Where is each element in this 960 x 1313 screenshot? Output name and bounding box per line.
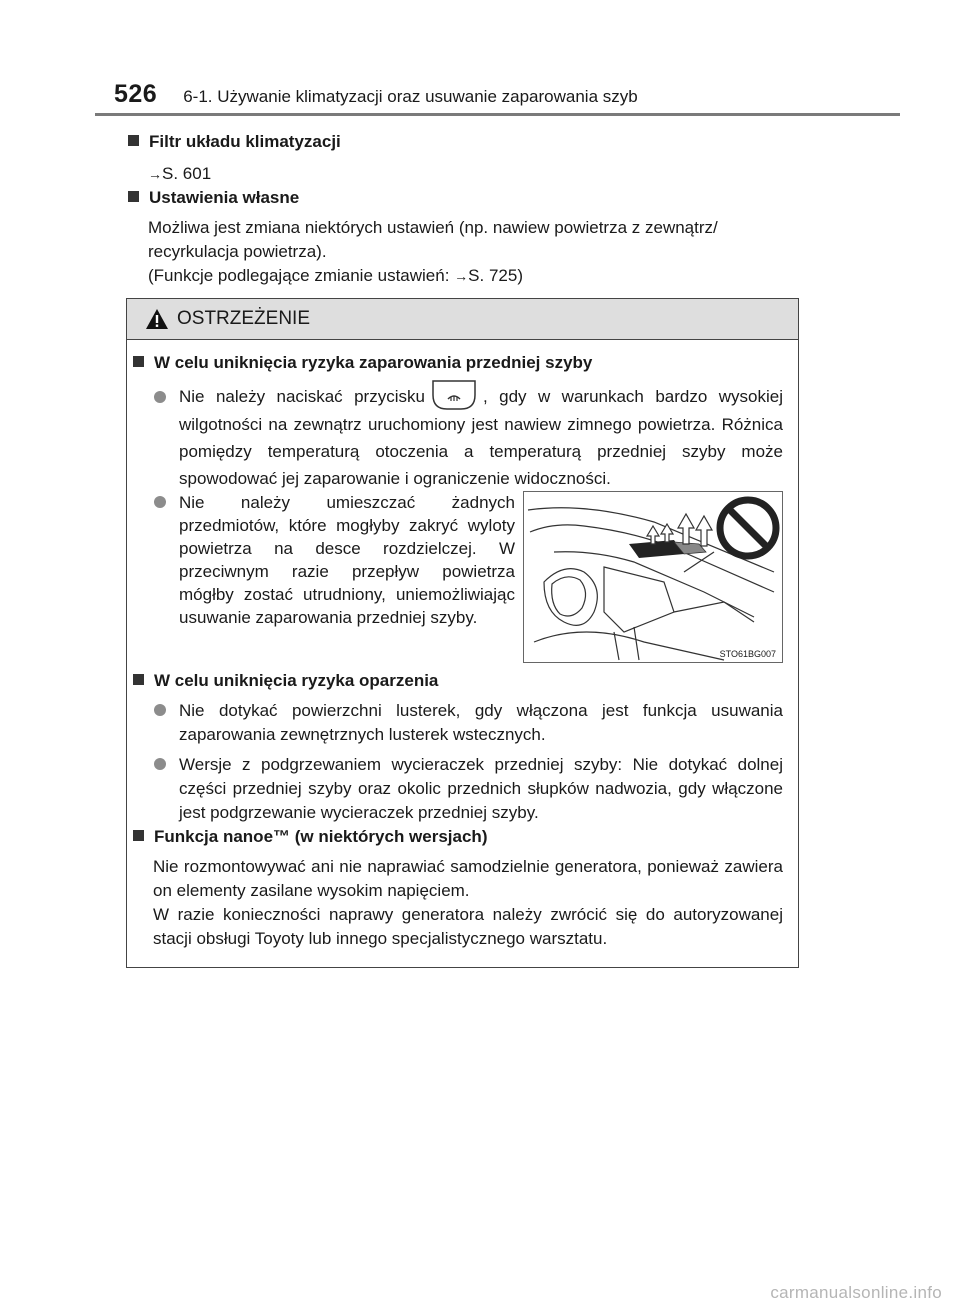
- custom-settings-section: [128, 186, 818, 288]
- page-number: 526: [114, 80, 158, 108]
- fog-bullet-1-text-a: Nie należy naciskać przycisku: [179, 387, 425, 406]
- ac-button-icon: [431, 379, 477, 411]
- round-bullet-icon: [154, 704, 166, 716]
- burn-section-title: W celu uniknięcia ryzyka oparzenia: [154, 671, 439, 690]
- fog-section: [133, 351, 783, 492]
- burn-bullet-1-text: Nie dotykać powierzchni lusterek, gdy włączona jest funkcja usuwania zaparowania zewnętrznych lusterek wstecznych.: [179, 701, 783, 744]
- custom-line-1: Możliwa jest zmiana niektórych ustawień (np. nawiew powietrza z zewnątrz/: [148, 218, 718, 237]
- nanoe-paragraph-1: Nie rozmontowywać ani nie naprawiać samodzielnie generatora, ponieważ zawiera on elementy zasilane wysokim napięciem.: [153, 857, 783, 900]
- round-bullet-icon: [154, 391, 166, 403]
- warning-box: [126, 298, 799, 968]
- watermark: carmanualsonline.info: [770, 1283, 942, 1302]
- fog-section-title: W celu uniknięcia ryzyka zaparowania przedniej szyby: [154, 353, 593, 372]
- prohibited-icon: [720, 500, 776, 556]
- custom-ref-link[interactable]: S. 725): [468, 266, 523, 285]
- chapter-title: 6-1. Używanie klimatyzacji oraz usuwanie zaparowania szyb: [183, 87, 638, 106]
- burn-bullet-2-text: Wersje z podgrzewaniem wycieraczek przedniej szyby: Nie dotykać dolnej części przedniej szyby oraz okolic przednich słupków nadwozia, gdy włączone jest podgrzewanie wycieraczek przedniej szyby.: [179, 755, 783, 822]
- arrow-right-icon: →: [148, 166, 162, 182]
- square-bullet-icon: [133, 830, 144, 841]
- custom-line-2: recyrkulacja powietrza).: [148, 242, 327, 261]
- nanoe-section-title: Funkcja nanoe™ (w niektórych wersjach): [154, 827, 488, 846]
- filter-section: [128, 130, 808, 186]
- custom-line-3-text: (Funkcje podlegające zmianie ustawień:: [148, 266, 455, 285]
- square-bullet-icon: [128, 135, 139, 146]
- filter-ref: [128, 162, 808, 186]
- dashboard-drawing: [524, 492, 782, 662]
- fog-bullet-2-block: [133, 491, 515, 629]
- square-bullet-icon: [128, 191, 139, 202]
- arrow-right-icon: →: [454, 268, 469, 284]
- square-bullet-icon: [133, 356, 144, 367]
- warning-header: [127, 299, 798, 340]
- figure-code: STO61BG007: [719, 649, 776, 659]
- round-bullet-icon: [154, 758, 166, 770]
- page-header: [114, 80, 638, 109]
- fog-bullet-2-text: Nie należy umieszczać żadnych przedmiotów, które mogłyby zakryć wyloty powietrza na desce rozdzielczej. W przeciwnym razie przepływ powietrza mógłby zostać utrudniony, uniemożliwiając usuwanie zaparowania przedniej szyby.: [179, 493, 515, 627]
- custom-line-3: [128, 264, 818, 288]
- nanoe-section: [133, 825, 783, 951]
- warning-title: OSTRZEŻENIE: [177, 308, 311, 329]
- fog-bullet-1: [133, 383, 783, 492]
- burn-bullet-1: [133, 699, 783, 747]
- nanoe-paragraph-2: W razie konieczności naprawy generatora należy zwrócić się do autoryzowanej stacji obsługi Toyoty lub innego specjalistycznego warsztatu.: [153, 905, 783, 948]
- dashboard-illustration: [523, 491, 783, 663]
- fog-bullet-2: [133, 491, 515, 629]
- round-bullet-icon: [154, 496, 166, 508]
- custom-title: Ustawienia własne: [149, 188, 300, 207]
- header-divider: [95, 113, 900, 116]
- warning-triangle-icon: [145, 308, 169, 330]
- square-bullet-icon: [133, 674, 144, 685]
- burn-bullet-2: [133, 753, 783, 825]
- filter-title: Filtr układu klimatyzacji: [149, 132, 341, 151]
- burn-section: [133, 669, 783, 825]
- fog-bullet-1-text-b: , gdy w warunkach bardzo wysokiej wilgotności na zewnątrz uruchomiony jest nawiew zimnego powietrza. Różnica pomiędzy temperaturą otoczenia a temperaturą przedniej szyby może spowodować jej zaparowanie i ograniczenie widoczności.: [179, 387, 783, 488]
- filter-ref-link[interactable]: S. 601: [162, 164, 212, 183]
